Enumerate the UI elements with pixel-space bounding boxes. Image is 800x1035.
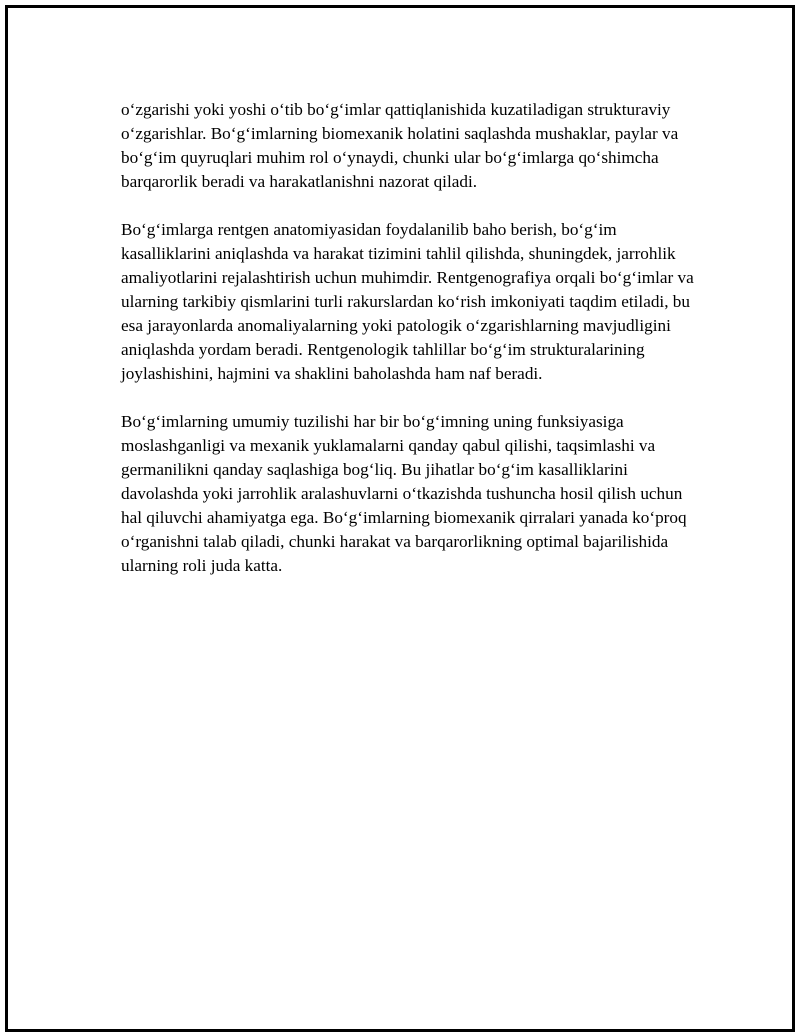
page-frame — [5, 5, 795, 1032]
document-body — [121, 98, 701, 602]
paragraph-3: Bo‘g‘imlarning umumiy tuzilishi har bir bo‘g‘imning uning funksiyasiga moslashganligi va mexanik yuklamalarni qanday qabul qilishi, taqsimlashi va germanilikni qanday saqlashiga bog‘liq. Bu jihatlar bo‘g‘im kasalliklarini davolashda yoki jarrohlik aralashuvlarni o‘tkazishda tushuncha hosil qilish uchun hal qiluvchi ahamiyatga ega. Bo‘g‘imlarning biomexanik qirralari yanada ko‘proq o‘rganishni talab qiladi, chunki harakat va barqarorlikning optimal bajarilishida ularning roli juda katta. — [121, 412, 687, 575]
paragraph-2: Bo‘g‘imlarga rentgen anatomiyasidan foydalanilib baho berish, bo‘g‘im kasalliklarini aniqlashda va harakat tizimini tahlil qilishda, shuningdek, jarrohlik amaliyotlarini rejalashtirish uchun muhimdir. Rentgenografiya orqali bo‘g‘imlar va ularning tarkibiy qismlarini turli rakurslardan ko‘rish imkoniyati taqdim etiladi, bu esa jarayonlarda anomaliyalarning yoki patologik o‘zgarishlarning mavjudligini aniqlashda yordam beradi. Rentgenologik tahlillar bo‘g‘im strukturalarining joylashishini, hajmini va shaklini baholashda ham naf beradi. — [121, 220, 694, 383]
paragraph-1: o‘zgarishi yoki yoshi o‘tib bo‘g‘imlar qattiqlanishida kuzatiladigan strukturaviy o‘zgarishlar. Bo‘g‘imlarning biomexanik holatini saqlashda mushaklar, paylar va bo‘g‘im quyruqlari muhim rol o‘ynaydi, chunki ular bo‘g‘imlarga qo‘shimcha barqarorlik beradi va harakatlanishni nazorat qiladi. — [121, 100, 679, 191]
